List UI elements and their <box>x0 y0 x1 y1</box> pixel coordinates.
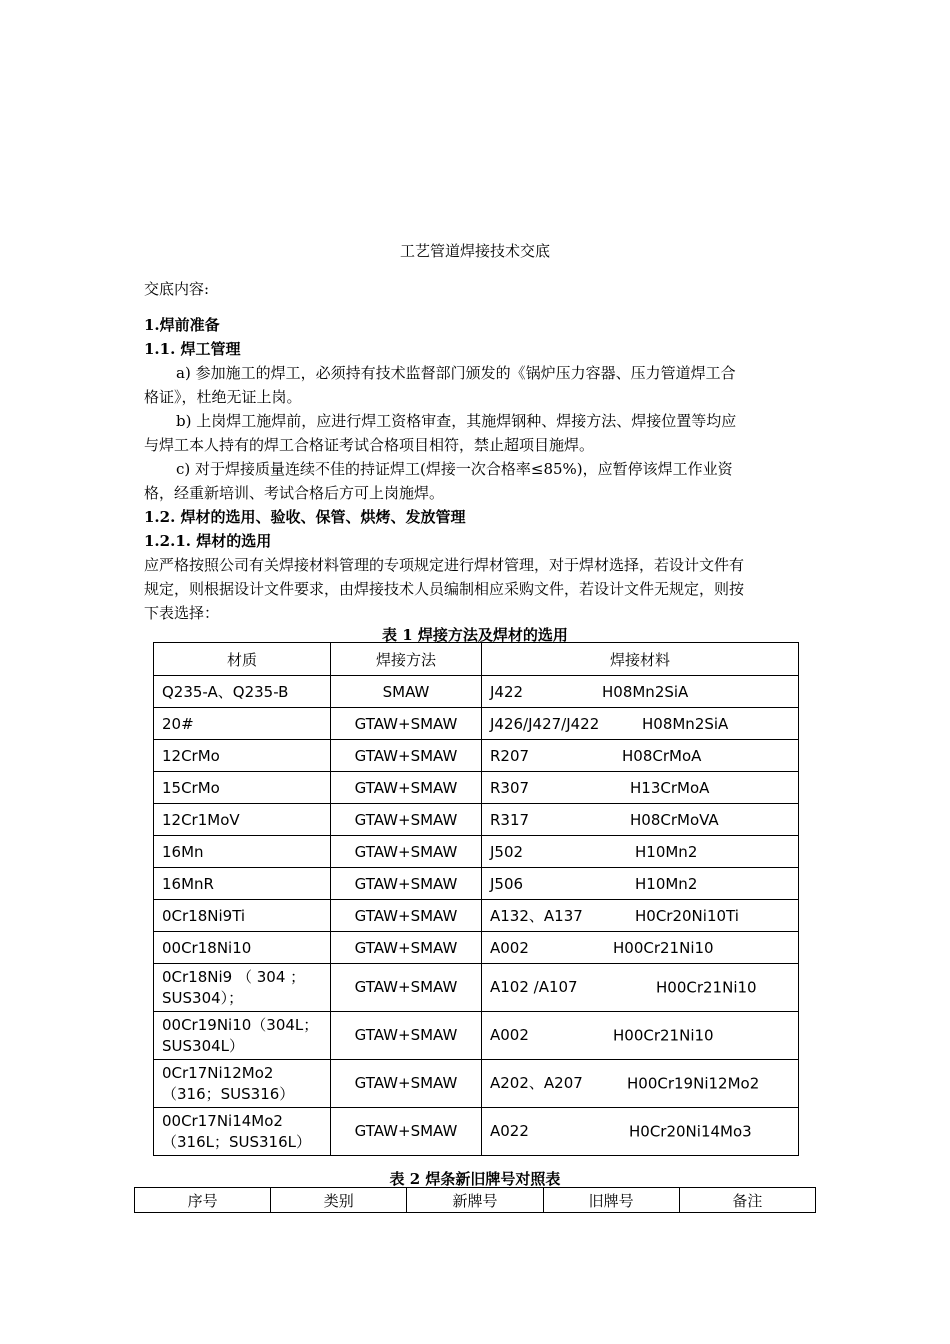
material-line1: 0Cr17Ni12Mo2 <box>162 1063 274 1082</box>
wire-grade: H10Mn2 <box>635 874 698 893</box>
material-cell: 00Cr18Ni10 <box>154 932 331 964</box>
wire-grade: H00Cr21Ni10 <box>613 938 714 957</box>
table1-row <box>154 1060 799 1108</box>
table1-row <box>154 740 799 772</box>
material-line2: （316；SUS316） <box>162 1084 295 1103</box>
item-b-line2: 与焊工本人持有的焊工合格证考试合格项目相符，禁止超项目施焊。 <box>144 436 595 454</box>
method-cell: GTAW+SMAW <box>331 804 482 836</box>
table2-caption: 表 2 焊条新旧牌号对照表 <box>389 1170 561 1188</box>
consumable-cell <box>482 676 799 708</box>
method-cell: GTAW+SMAW <box>331 868 482 900</box>
electrode-grade: J426/J427/J422 <box>490 714 600 733</box>
table2-header-row <box>135 1188 816 1213</box>
material-cell: 15CrMo <box>154 772 331 804</box>
section-heading-1-2-1: 1.2.1. 焊材的选用 <box>144 532 272 550</box>
wire-grade: H00Cr21Ni10 <box>656 978 757 996</box>
material-cell: Q235-A、Q235-B <box>154 676 331 708</box>
electrode-grade: A132、A137 <box>490 907 583 925</box>
method-cell: GTAW+SMAW <box>331 708 482 740</box>
table1-row <box>154 676 799 708</box>
table1-row <box>154 836 799 868</box>
table1-row <box>154 868 799 900</box>
material-line2: （316L；SUS316L） <box>162 1132 311 1151</box>
method-cell: GTAW+SMAW <box>331 772 482 804</box>
table1-header-material: 材质 <box>154 643 331 676</box>
wire-grade: H13CrMoA <box>630 778 710 797</box>
section-heading-1-2: 1.2. 焊材的选用、验收、保管、烘烤、发放管理 <box>144 508 466 526</box>
electrode-grade: J502 <box>490 842 524 861</box>
method-cell: GTAW+SMAW <box>331 1060 482 1108</box>
electrode-grade-table <box>134 1187 816 1213</box>
material-line2: SUS304）； <box>162 988 244 1007</box>
material-cell <box>154 964 331 1012</box>
material-cell: 0Cr18Ni9Ti <box>154 900 331 932</box>
material-cell: 16MnR <box>154 868 331 900</box>
material-line1: 00Cr19Ni10（304L； <box>162 1015 319 1034</box>
consumable-cell <box>482 1060 799 1108</box>
section-heading-1-1: 1.1. 焊工管理 <box>144 340 241 358</box>
consumable-cell <box>482 932 799 964</box>
table1-row <box>154 964 799 1012</box>
electrode-grade: R317 <box>490 810 530 829</box>
method-cell: GTAW+SMAW <box>331 1108 482 1156</box>
consumable-cell <box>482 836 799 868</box>
material-line1: 0Cr18Ni9 （ 304 ； <box>162 967 306 986</box>
wire-grade: H00Cr21Ni10 <box>613 1026 714 1044</box>
electrode-grade: A022 <box>490 1122 529 1140</box>
consumable-cell <box>482 708 799 740</box>
wire-grade: H10Mn2 <box>635 842 698 861</box>
item-a-line1: a) 参加施工的焊工，必须持有技术监督部门颁发的《锅炉压力容器、压力管道焊工合 <box>176 364 736 382</box>
material-cell <box>154 1060 331 1108</box>
document-title: 工艺管道焊接技术交底 <box>399 242 550 260</box>
table2-header-category: 类别 <box>271 1188 407 1213</box>
wire-grade: H0Cr20Ni14Mo3 <box>629 1122 752 1140</box>
table1-header-row <box>154 643 799 676</box>
electrode-grade: A002 <box>490 938 529 957</box>
method-cell: SMAW <box>331 676 482 708</box>
consumable-cell <box>482 740 799 772</box>
consumable-cell <box>482 868 799 900</box>
wire-grade: H08CrMoVA <box>630 810 719 829</box>
consumable-cell <box>482 772 799 804</box>
wire-grade: H08Mn2SiA <box>602 682 689 701</box>
table1-header-consumable: 焊接材料 <box>482 643 799 676</box>
material-line1: 00Cr17Ni14Mo2 <box>162 1111 283 1130</box>
electrode-grade: R307 <box>490 778 530 797</box>
material-cell <box>154 1012 331 1060</box>
material-cell: 12Cr1MoV <box>154 804 331 836</box>
item-b-line1: b) 上岗焊工施焊前，应进行焊工资格审查，其施焊钢种、焊接方法、焊接位置等均应 <box>176 412 737 430</box>
material-cell: 20# <box>154 708 331 740</box>
paragraph-line2: 规定，则根据设计文件要求，由焊接技术人员编制相应采购文件，若设计文件无规定，则按 <box>144 580 745 598</box>
electrode-grade: A002 <box>490 1026 529 1044</box>
table1-caption: 表 1 焊接方法及焊材的选用 <box>382 626 568 644</box>
method-cell: GTAW+SMAW <box>331 740 482 772</box>
electrode-grade: A202、A207 <box>490 1074 583 1092</box>
table1-row <box>154 1012 799 1060</box>
method-cell: GTAW+SMAW <box>331 900 482 932</box>
material-line2: SUS304L） <box>162 1036 245 1055</box>
paragraph-line3: 下表选择： <box>144 604 220 622</box>
electrode-grade: J422 <box>490 682 524 701</box>
table2-header-new-grade: 新牌号 <box>407 1188 543 1213</box>
table1-row <box>154 708 799 740</box>
wire-grade: H08Mn2SiA <box>642 714 729 733</box>
paragraph-line1: 应严格按照公司有关焊接材料管理的专项规定进行焊材管理，对于焊材选择，若设计文件有 <box>144 556 745 574</box>
consumable-cell <box>482 1012 799 1060</box>
consumable-cell <box>482 900 799 932</box>
method-cell: GTAW+SMAW <box>331 836 482 868</box>
consumable-cell <box>482 1108 799 1156</box>
wire-grade: H0Cr20Ni10Ti <box>635 906 739 925</box>
material-cell <box>154 1108 331 1156</box>
material-cell: 16Mn <box>154 836 331 868</box>
item-a-line2: 格证》，杜绝无证上岗。 <box>144 388 302 406</box>
welding-materials-table <box>153 642 799 1156</box>
item-c-line1: c) 对于焊接质量连续不佳的持证焊工(焊接一次合格率≤85%)，应暂停该焊工作业资 <box>176 460 733 478</box>
table1-row <box>154 804 799 836</box>
electrode-grade: R207 <box>490 746 530 765</box>
table1-row <box>154 1108 799 1156</box>
method-cell: GTAW+SMAW <box>331 964 482 1012</box>
table1-row <box>154 932 799 964</box>
item-c-line2: 格，经重新培训、考试合格后方可上岗施焊。 <box>144 484 445 502</box>
consumable-cell <box>482 804 799 836</box>
method-cell: GTAW+SMAW <box>331 932 482 964</box>
table1-row <box>154 900 799 932</box>
table1-header-method: 焊接方法 <box>331 643 482 676</box>
material-cell: 12CrMo <box>154 740 331 772</box>
method-cell: GTAW+SMAW <box>331 1012 482 1060</box>
table2-header-remark: 备注 <box>679 1188 815 1213</box>
table2-header-old-grade: 旧牌号 <box>543 1188 679 1213</box>
wire-grade: H08CrMoA <box>622 746 702 765</box>
consumable-cell <box>482 964 799 1012</box>
table2-header-no: 序号 <box>135 1188 271 1213</box>
wire-grade: H00Cr19Ni12Mo2 <box>627 1074 760 1092</box>
intro-label: 交底内容: <box>144 280 210 298</box>
table1-row <box>154 772 799 804</box>
electrode-grade: A102 /A107 <box>490 978 578 996</box>
section-heading-1: 1.焊前准备 <box>144 316 220 334</box>
electrode-grade: J506 <box>490 874 524 893</box>
